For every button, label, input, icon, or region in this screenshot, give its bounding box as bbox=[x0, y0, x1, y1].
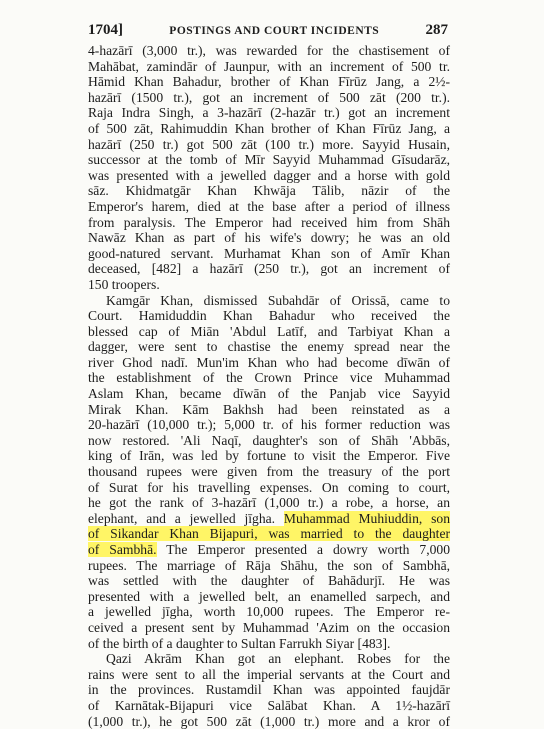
text-line: hazārī (250 tr.) got 500 zāt (100 tr.) more. Sayyid Husain, bbox=[88, 136, 450, 152]
text-line: sāz. Khidmatgār Khan Khwāja Tālib, nāzir of the bbox=[88, 183, 450, 199]
running-head bbox=[88, 22, 448, 39]
text-line: a jewelled jīgha, worth 10,000 rupees. The Emperor re- bbox=[88, 604, 450, 620]
text-line: was settled with the daughter of Bahādurjī. He was bbox=[88, 573, 450, 589]
paragraph-start: Kamgār Khan, dismissed Subahdār of Orissā, came to bbox=[106, 292, 450, 308]
text-segment: The Emperor presented a dowry worth 7,000 bbox=[156, 542, 451, 557]
text-line: of Surat for his travelling expenses. On coming to court, bbox=[88, 479, 450, 495]
text-line: Emperor's harem, died at the base after a period of illness bbox=[88, 198, 450, 214]
text-line: Mahābat, zamindār of Jaunpur, with an increment of 500 tr. bbox=[88, 58, 450, 74]
text-line: 20-hazārī (10,000 tr.); 5,000 tr. of his former reduction was bbox=[88, 417, 450, 433]
text-line: (1,000 tr.), he got 500 zāt (1,000 tr.) more and a kror of bbox=[88, 713, 450, 729]
highlighted-text: Muhammad Muhiuddin, son bbox=[283, 510, 450, 526]
text-line: the establishment of the Crown Prince vice Muhammad bbox=[88, 370, 450, 386]
text-line: 4-hazārī (3,000 tr.), was rewarded for the chastisement of bbox=[88, 43, 450, 58]
text-line-with-highlight bbox=[88, 511, 450, 527]
text-line: river Ghod nadī. Mun'im Khan who had become dīwān of bbox=[88, 354, 450, 370]
text-line: Aslam Khan, became dīwān of the Panjab vice Sayyid bbox=[88, 386, 450, 402]
text-line: Raja Indra Singh, a 3-hazārī (2-hazār tr.) got an increment bbox=[88, 105, 450, 121]
text-segment: elephant, and a jewelled jīgha. bbox=[88, 510, 276, 526]
page-number: 287 bbox=[425, 22, 448, 38]
text-line: of the birth of a daughter to Sultan Farrukh Siyar [483]. bbox=[88, 635, 391, 651]
text-line: 150 troopers. bbox=[88, 276, 160, 292]
text-line: blessed cap of Miān 'Abdul Latīf, and Tarbiyat Khan a bbox=[88, 323, 450, 339]
text-line: king of Irān, was led by fortune to visit the Emperor. Five bbox=[88, 448, 450, 464]
body-text bbox=[88, 43, 450, 729]
text-line: rupees. The marriage of Rāja Shāhu, the son of Sambhā, bbox=[88, 557, 450, 573]
text-line: good-natured servant. Murhamat Khan son of Amīr Khan bbox=[88, 245, 450, 261]
text-line: of 500 zāt, Rahimuddin Khan brother of Khan Fīrūz Jang, a bbox=[88, 120, 450, 136]
text-line: of Karnātak-Bijapuri vice Salābat Khan. A 1½-hazārī bbox=[88, 697, 450, 713]
year-marker: 1704] bbox=[88, 22, 123, 38]
text-line: hazārī (1500 tr.), got an increment of 500 zāt (200 tr.). bbox=[88, 89, 450, 105]
text-line: ceived a present sent by Muhammad 'Azim on the occasion bbox=[88, 619, 450, 635]
text-line: Hāmid Khan Bahadur, brother of Khan Fīrūz Jang, a 2½- bbox=[88, 74, 450, 90]
paragraph-start: Qazi Akrām Khan got an elephant. Robes for the bbox=[106, 651, 450, 667]
text-line: Mirak Khan. Kām Bakhsh had been reinstated as a bbox=[88, 401, 450, 417]
text-line: was presented with a jewelled dagger and a horse with gold bbox=[88, 167, 450, 183]
text-line: presented with a jewelled belt, an enamelled sarpech, and bbox=[88, 588, 450, 604]
text-line: Nawāz Khan as part of his wife's dowry; he was an old bbox=[88, 230, 450, 246]
text-line: thousand rupees were given from the treasury of the port bbox=[88, 464, 450, 480]
chapter-title: POSTINGS AND COURT INCIDENTS bbox=[169, 25, 380, 37]
text-line-with-highlight bbox=[88, 542, 450, 558]
text-line: from paralysis. The Emperor had received him from Shāh bbox=[88, 214, 450, 230]
text-line: he got the rank of 3-hazārī (1,000 tr.) a robe, a horse, an bbox=[88, 495, 450, 511]
text-line: successor at the tomb of Mīr Sayyid Muhammad Gīsudarāz, bbox=[88, 152, 450, 168]
highlighted-text: of Sambhā. bbox=[88, 542, 157, 557]
text-line-with-highlight bbox=[88, 526, 450, 542]
text-line: rains were sent to all the imperial servants at the Court and bbox=[88, 666, 450, 682]
text-line: now restored. 'Ali Naqī, daughter's son of Shāh 'Abbās, bbox=[88, 432, 450, 448]
text-line: dagger, were sent to chastise the enemy spread near the bbox=[88, 339, 450, 355]
text-line: in the provinces. Rustamdil Khan was appointed faujdār bbox=[88, 682, 450, 698]
text-line: deceased, [482] a hazārī (250 tr.), got an increment of bbox=[88, 261, 450, 277]
text-line: Court. Hamiduddin Khan Bahadur who received the bbox=[88, 308, 450, 324]
highlighted-text: of Sikandar Khan Bijapuri, was married to the daughter bbox=[88, 526, 450, 542]
